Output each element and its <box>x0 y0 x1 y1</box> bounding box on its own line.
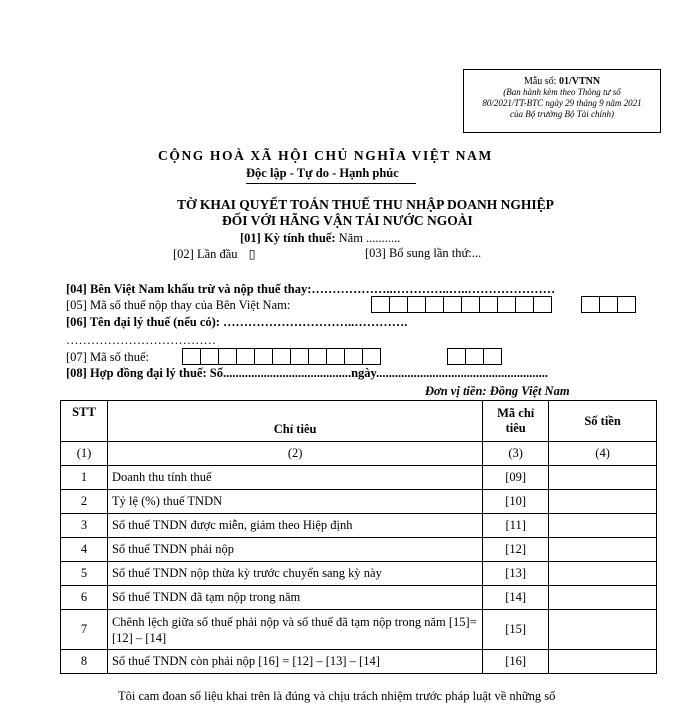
row-amount-cell[interactable] <box>549 466 657 490</box>
header-amount: Số tiền <box>549 401 657 442</box>
table-row <box>61 466 657 490</box>
field-06-tax-agent: [06] Tên đại lý thuế (nếu có): …………………………..…………. <box>66 315 408 329</box>
table-row <box>61 538 657 562</box>
form-title-line2: ĐỐI VỚI HÃNG VẬN TẢI NƯỚC NGOÀI <box>222 213 473 228</box>
form-code-label: Mẫu số: <box>523 76 559 87</box>
field-04-vn-party: [04] Bên Việt Nam khấu trừ và nộp thuế thay:………………..…………..…..………………… <box>66 282 556 296</box>
form-code: 01/VTNN <box>558 76 601 87</box>
field-08-agency-contract: [08] Hợp đồng đại lý thuế: Số.........................................ngày....................................................... <box>66 366 548 380</box>
field-05-tax-code-boxes[interactable] <box>372 296 552 313</box>
row-indicator: Số thuế TNDN đã tạm nộp trong năm <box>107 586 482 610</box>
row-amount-cell[interactable] <box>549 538 657 562</box>
first-time-checkbox[interactable]: ▯ <box>248 247 256 261</box>
declaration-table <box>60 400 657 674</box>
colnum-amount: (4) <box>549 442 657 466</box>
row-indicator: Số thuế TNDN còn phải nộp [16] = [12] – [13] – [14] <box>107 650 482 674</box>
row-amount-cell[interactable] <box>549 650 657 674</box>
table-header-row <box>61 401 657 442</box>
field-07-tax-code-suffix-boxes[interactable] <box>448 348 502 365</box>
row-code: [10] <box>483 490 549 514</box>
row-amount-cell[interactable] <box>549 562 657 586</box>
row-indicator: Doanh thu tính thuế <box>107 466 482 490</box>
row-stt: 8 <box>61 650 108 674</box>
header-indicator: Chỉ tiêu <box>107 401 482 442</box>
row-code: [15] <box>483 610 549 650</box>
row-amount-cell[interactable] <box>549 514 657 538</box>
field-06-continuation: ……………………………… <box>66 333 216 347</box>
row-indicator: Số thuế TNDN nộp thừa kỳ trước chuyển sang kỳ này <box>107 562 482 586</box>
tax-period-value: Năm ........... <box>338 231 401 245</box>
table-column-number-row <box>61 442 657 466</box>
row-stt: 4 <box>61 538 108 562</box>
header-stt: STT <box>61 401 108 442</box>
row-indicator: Số thuế TNDN được miễn, giảm theo Hiệp định <box>107 514 482 538</box>
header-code: Mã chỉ tiêu <box>483 401 549 442</box>
colnum-code: (3) <box>483 442 549 466</box>
tax-period <box>240 231 400 246</box>
table-row <box>61 514 657 538</box>
form-code-note-1: (Ban hành kèm theo Thông tư số <box>503 87 621 97</box>
row-amount-cell[interactable] <box>549 490 657 514</box>
table-row <box>61 610 657 650</box>
row-stt: 2 <box>61 490 108 514</box>
field-05-tax-code-suffix-boxes[interactable] <box>582 296 636 313</box>
row-stt: 7 <box>61 610 108 650</box>
nation-title: CỘNG HOÀ XÃ HỘI CHỦ NGHĨA VIỆT NAM <box>158 148 493 163</box>
row-indicator: Chênh lệch giữa số thuế phải nộp và số thuế đã tạm nộp trong năm [15]=[12] – [14] <box>107 610 482 650</box>
row-amount-cell[interactable] <box>549 586 657 610</box>
table-row <box>61 650 657 674</box>
form-code-box <box>463 69 661 133</box>
row-amount-cell[interactable] <box>549 610 657 650</box>
table-row <box>61 562 657 586</box>
row-code: [12] <box>483 538 549 562</box>
form-code-note-2: 80/2021/TT-BTC ngày 29 tháng 9 năm 2021 <box>482 98 642 108</box>
supplement-declaration: [03] Bổ sung lần thứ:... <box>365 246 482 260</box>
first-time-declaration <box>173 246 256 262</box>
row-stt: 1 <box>61 466 108 490</box>
field-07-tax-code-label: [07] Mã số thuế: <box>66 350 149 364</box>
colnum-stt: (1) <box>61 442 108 466</box>
form-code-note-3: của Bộ trưởng Bộ Tài chính) <box>510 109 614 119</box>
field-07-tax-code-boxes[interactable] <box>183 348 381 365</box>
row-code: [11] <box>483 514 549 538</box>
declaration-text: Tôi cam đoan số liệu khai trên là đúng và chịu trách nhiệm trước pháp luật về những số <box>118 689 556 703</box>
currency-unit: Đơn vị tiền: Đồng Việt Nam <box>425 384 570 398</box>
row-indicator: Số thuế TNDN phải nộp <box>107 538 482 562</box>
row-code: [09] <box>483 466 549 490</box>
field-05-tax-code-label: [05] Mã số thuế nộp thay của Bên Việt Nam: <box>66 298 291 312</box>
form-title-line1: TỜ KHAI QUYẾT TOÁN THUẾ THU NHẬP DOANH NGHIỆP <box>177 197 554 212</box>
row-code: [16] <box>483 650 549 674</box>
table-row <box>61 490 657 514</box>
row-stt: 3 <box>61 514 108 538</box>
motto: Độc lập - Tự do - Hạnh phúc <box>246 166 399 180</box>
row-code: [13] <box>483 562 549 586</box>
first-time-label: [02] Lần đầu <box>173 247 238 261</box>
row-stt: 6 <box>61 586 108 610</box>
row-indicator: Tỷ lệ (%) thuế TNDN <box>107 490 482 514</box>
colnum-indicator: (2) <box>107 442 482 466</box>
tax-period-label: [01] Kỳ tính thuế: <box>240 231 336 245</box>
motto-underline <box>246 183 416 184</box>
row-stt: 5 <box>61 562 108 586</box>
row-code: [14] <box>483 586 549 610</box>
table-row <box>61 586 657 610</box>
